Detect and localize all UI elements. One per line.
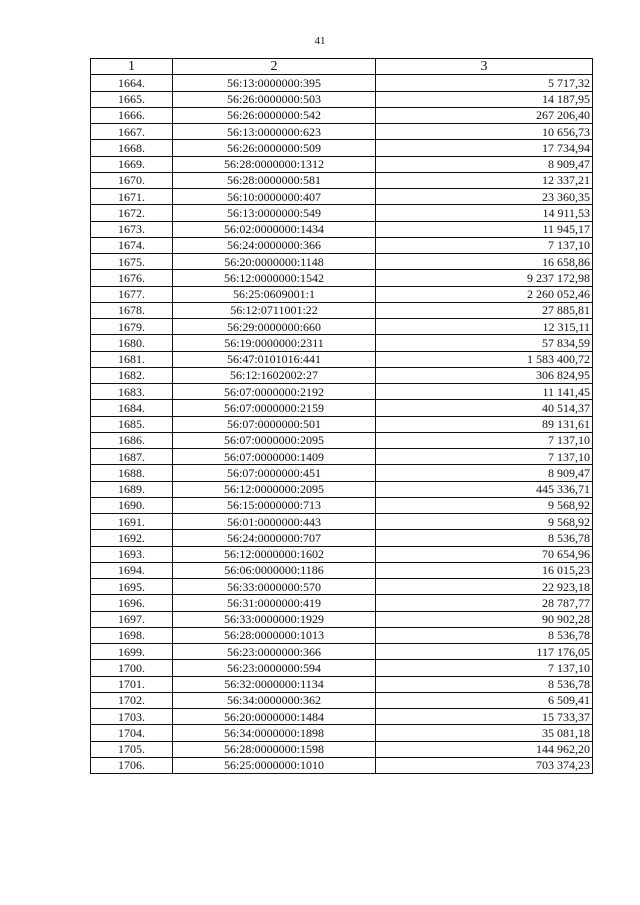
cadastral-number-cell: 56:23:0000000:594 xyxy=(173,660,376,676)
value-cell: 15 733,37 xyxy=(376,709,593,725)
cadastral-number-cell: 56:29:0000000:660 xyxy=(173,319,376,335)
row-number-cell: 1686. xyxy=(91,432,173,448)
value-cell: 23 360,35 xyxy=(376,189,593,205)
row-number-cell: 1680. xyxy=(91,335,173,351)
value-cell: 9 237 172,98 xyxy=(376,270,593,286)
value-cell: 267 206,40 xyxy=(376,107,593,123)
row-number-cell: 1666. xyxy=(91,107,173,123)
value-cell: 11 945,17 xyxy=(376,221,593,237)
cadastral-number-cell: 56:13:0000000:623 xyxy=(173,124,376,140)
cadastral-number-cell: 56:12:0711001:22 xyxy=(173,302,376,318)
cadastral-number-cell: 56:28:0000000:1312 xyxy=(173,156,376,172)
row-number-cell: 1695. xyxy=(91,579,173,595)
row-number-cell: 1670. xyxy=(91,172,173,188)
row-number-cell: 1678. xyxy=(91,302,173,318)
row-number-cell: 1682. xyxy=(91,367,173,383)
table-row xyxy=(91,432,593,448)
cadastral-number-cell: 56:33:0000000:1929 xyxy=(173,611,376,627)
value-cell: 14 911,53 xyxy=(376,205,593,221)
page-number: 41 xyxy=(314,35,326,47)
row-number-cell: 1691. xyxy=(91,514,173,530)
row-number-cell: 1704. xyxy=(91,725,173,741)
table-row xyxy=(91,172,593,188)
value-cell: 8 909,47 xyxy=(376,465,593,481)
row-number-cell: 1690. xyxy=(91,497,173,513)
table-row xyxy=(91,286,593,302)
row-number-cell: 1696. xyxy=(91,595,173,611)
cadastral-number-cell: 56:07:0000000:2159 xyxy=(173,400,376,416)
table-row xyxy=(91,481,593,497)
cadastral-number-cell: 56:07:0000000:2095 xyxy=(173,432,376,448)
value-cell: 11 141,45 xyxy=(376,384,593,400)
table-row xyxy=(91,644,593,660)
table-row xyxy=(91,140,593,156)
value-cell: 28 787,77 xyxy=(376,595,593,611)
table-row xyxy=(91,221,593,237)
cadastral-number-cell: 56:23:0000000:366 xyxy=(173,644,376,660)
cadastral-number-cell: 56:25:0000000:1010 xyxy=(173,757,376,773)
cadastral-number-cell: 56:07:0000000:2192 xyxy=(173,384,376,400)
cadastral-number-cell: 56:19:0000000:2311 xyxy=(173,335,376,351)
column-header-3: 3 xyxy=(376,59,593,75)
cadastral-number-cell: 56:26:0000000:542 xyxy=(173,107,376,123)
row-number-cell: 1693. xyxy=(91,546,173,562)
row-number-cell: 1706. xyxy=(91,757,173,773)
table-row xyxy=(91,400,593,416)
cadastral-number-cell: 56:25:0609001:1 xyxy=(173,286,376,302)
cadastral-number-cell: 56:24:0000000:366 xyxy=(173,237,376,253)
value-cell: 8 909,47 xyxy=(376,156,593,172)
cadastral-number-cell: 56:26:0000000:509 xyxy=(173,140,376,156)
table-row xyxy=(91,741,593,757)
row-number-cell: 1672. xyxy=(91,205,173,221)
cadastral-number-cell: 56:32:0000000:1134 xyxy=(173,676,376,692)
row-number-cell: 1699. xyxy=(91,644,173,660)
row-number-cell: 1688. xyxy=(91,465,173,481)
value-cell: 22 923,18 xyxy=(376,579,593,595)
cadastral-number-cell: 56:33:0000000:570 xyxy=(173,579,376,595)
value-cell: 5 717,32 xyxy=(376,75,593,91)
value-cell: 40 514,37 xyxy=(376,400,593,416)
cadastral-number-cell: 56:12:0000000:1542 xyxy=(173,270,376,286)
cadastral-number-cell: 56:02:0000000:1434 xyxy=(173,221,376,237)
cadastral-number-cell: 56:12:0000000:1602 xyxy=(173,546,376,562)
row-number-cell: 1667. xyxy=(91,124,173,140)
row-number-cell: 1669. xyxy=(91,156,173,172)
row-number-cell: 1692. xyxy=(91,530,173,546)
table-body xyxy=(91,75,593,774)
row-number-cell: 1679. xyxy=(91,319,173,335)
value-cell: 8 536,78 xyxy=(376,530,593,546)
cadastral-value-table xyxy=(90,58,593,774)
value-cell: 6 509,41 xyxy=(376,692,593,708)
value-cell: 57 834,59 xyxy=(376,335,593,351)
row-number-cell: 1684. xyxy=(91,400,173,416)
table-row xyxy=(91,189,593,205)
table-row xyxy=(91,562,593,578)
row-number-cell: 1665. xyxy=(91,91,173,107)
table-row xyxy=(91,156,593,172)
table-row xyxy=(91,465,593,481)
value-cell: 10 656,73 xyxy=(376,124,593,140)
table-row xyxy=(91,124,593,140)
value-cell: 7 137,10 xyxy=(376,449,593,465)
table-row xyxy=(91,302,593,318)
value-cell: 7 137,10 xyxy=(376,660,593,676)
table-row xyxy=(91,205,593,221)
value-cell: 8 536,78 xyxy=(376,627,593,643)
row-number-cell: 1668. xyxy=(91,140,173,156)
column-header-2: 2 xyxy=(173,59,376,75)
row-number-cell: 1681. xyxy=(91,351,173,367)
row-number-cell: 1703. xyxy=(91,709,173,725)
value-cell: 117 176,05 xyxy=(376,644,593,660)
cadastral-number-cell: 56:06:0000000:1186 xyxy=(173,562,376,578)
table-row xyxy=(91,351,593,367)
row-number-cell: 1689. xyxy=(91,481,173,497)
cadastral-number-cell: 56:07:0000000:451 xyxy=(173,465,376,481)
value-cell: 7 137,10 xyxy=(376,432,593,448)
value-cell: 12 337,21 xyxy=(376,172,593,188)
cadastral-number-cell: 56:12:1602002:27 xyxy=(173,367,376,383)
value-cell: 7 137,10 xyxy=(376,237,593,253)
row-number-cell: 1694. xyxy=(91,562,173,578)
table-row xyxy=(91,579,593,595)
row-number-cell: 1687. xyxy=(91,449,173,465)
table-row xyxy=(91,75,593,91)
cadastral-number-cell: 56:13:0000000:395 xyxy=(173,75,376,91)
cadastral-number-cell: 56:20:0000000:1148 xyxy=(173,254,376,270)
table-row xyxy=(91,107,593,123)
cadastral-number-cell: 56:28:0000000:581 xyxy=(173,172,376,188)
table-row xyxy=(91,319,593,335)
table-row xyxy=(91,627,593,643)
cadastral-number-cell: 56:34:0000000:362 xyxy=(173,692,376,708)
cadastral-number-cell: 56:28:0000000:1598 xyxy=(173,741,376,757)
row-number-cell: 1671. xyxy=(91,189,173,205)
value-cell: 9 568,92 xyxy=(376,497,593,513)
value-cell: 703 374,23 xyxy=(376,757,593,773)
table-row xyxy=(91,546,593,562)
table-header-row xyxy=(91,59,593,75)
cadastral-number-cell: 56:12:0000000:2095 xyxy=(173,481,376,497)
row-number-cell: 1673. xyxy=(91,221,173,237)
column-header-1: 1 xyxy=(91,59,173,75)
value-cell: 144 962,20 xyxy=(376,741,593,757)
value-cell: 306 824,95 xyxy=(376,367,593,383)
row-number-cell: 1675. xyxy=(91,254,173,270)
table-row xyxy=(91,709,593,725)
cadastral-number-cell: 56:07:0000000:1409 xyxy=(173,449,376,465)
row-number-cell: 1705. xyxy=(91,741,173,757)
value-cell: 1 583 400,72 xyxy=(376,351,593,367)
row-number-cell: 1677. xyxy=(91,286,173,302)
value-cell: 16 015,23 xyxy=(376,562,593,578)
value-cell: 8 536,78 xyxy=(376,676,593,692)
table-row xyxy=(91,270,593,286)
cadastral-number-cell: 56:07:0000000:501 xyxy=(173,416,376,432)
table-row xyxy=(91,757,593,773)
table-row xyxy=(91,335,593,351)
table-row xyxy=(91,595,593,611)
cadastral-number-cell: 56:26:0000000:503 xyxy=(173,91,376,107)
row-number-cell: 1674. xyxy=(91,237,173,253)
cadastral-number-cell: 56:15:0000000:713 xyxy=(173,497,376,513)
row-number-cell: 1664. xyxy=(91,75,173,91)
table-row xyxy=(91,367,593,383)
table-row xyxy=(91,254,593,270)
row-number-cell: 1700. xyxy=(91,660,173,676)
value-cell: 17 734,94 xyxy=(376,140,593,156)
table-row xyxy=(91,416,593,432)
cadastral-number-cell: 56:24:0000000:707 xyxy=(173,530,376,546)
value-cell: 89 131,61 xyxy=(376,416,593,432)
row-number-cell: 1676. xyxy=(91,270,173,286)
cadastral-number-cell: 56:31:0000000:419 xyxy=(173,595,376,611)
table-row xyxy=(91,449,593,465)
row-number-cell: 1683. xyxy=(91,384,173,400)
table-row xyxy=(91,611,593,627)
value-cell: 35 081,18 xyxy=(376,725,593,741)
table-row xyxy=(91,676,593,692)
row-number-cell: 1701. xyxy=(91,676,173,692)
cadastral-number-cell: 56:28:0000000:1013 xyxy=(173,627,376,643)
table-row xyxy=(91,725,593,741)
value-cell: 9 568,92 xyxy=(376,514,593,530)
value-cell: 14 187,95 xyxy=(376,91,593,107)
value-cell: 90 902,28 xyxy=(376,611,593,627)
table-row xyxy=(91,91,593,107)
cadastral-number-cell: 56:13:0000000:549 xyxy=(173,205,376,221)
row-number-cell: 1685. xyxy=(91,416,173,432)
table-row xyxy=(91,692,593,708)
value-cell: 2 260 052,46 xyxy=(376,286,593,302)
table-row xyxy=(91,497,593,513)
value-cell: 445 336,71 xyxy=(376,481,593,497)
value-cell: 27 885,81 xyxy=(376,302,593,318)
cadastral-number-cell: 56:34:0000000:1898 xyxy=(173,725,376,741)
row-number-cell: 1697. xyxy=(91,611,173,627)
value-cell: 70 654,96 xyxy=(376,546,593,562)
cadastral-number-cell: 56:10:0000000:407 xyxy=(173,189,376,205)
cadastral-number-cell: 56:20:0000000:1484 xyxy=(173,709,376,725)
value-cell: 12 315,11 xyxy=(376,319,593,335)
table-row xyxy=(91,384,593,400)
cadastral-number-cell: 56:01:0000000:443 xyxy=(173,514,376,530)
row-number-cell: 1698. xyxy=(91,627,173,643)
cadastral-number-cell: 56:47:0101016:441 xyxy=(173,351,376,367)
table-row xyxy=(91,660,593,676)
value-cell: 16 658,86 xyxy=(376,254,593,270)
row-number-cell: 1702. xyxy=(91,692,173,708)
table-row xyxy=(91,530,593,546)
table-row xyxy=(91,237,593,253)
table-row xyxy=(91,514,593,530)
